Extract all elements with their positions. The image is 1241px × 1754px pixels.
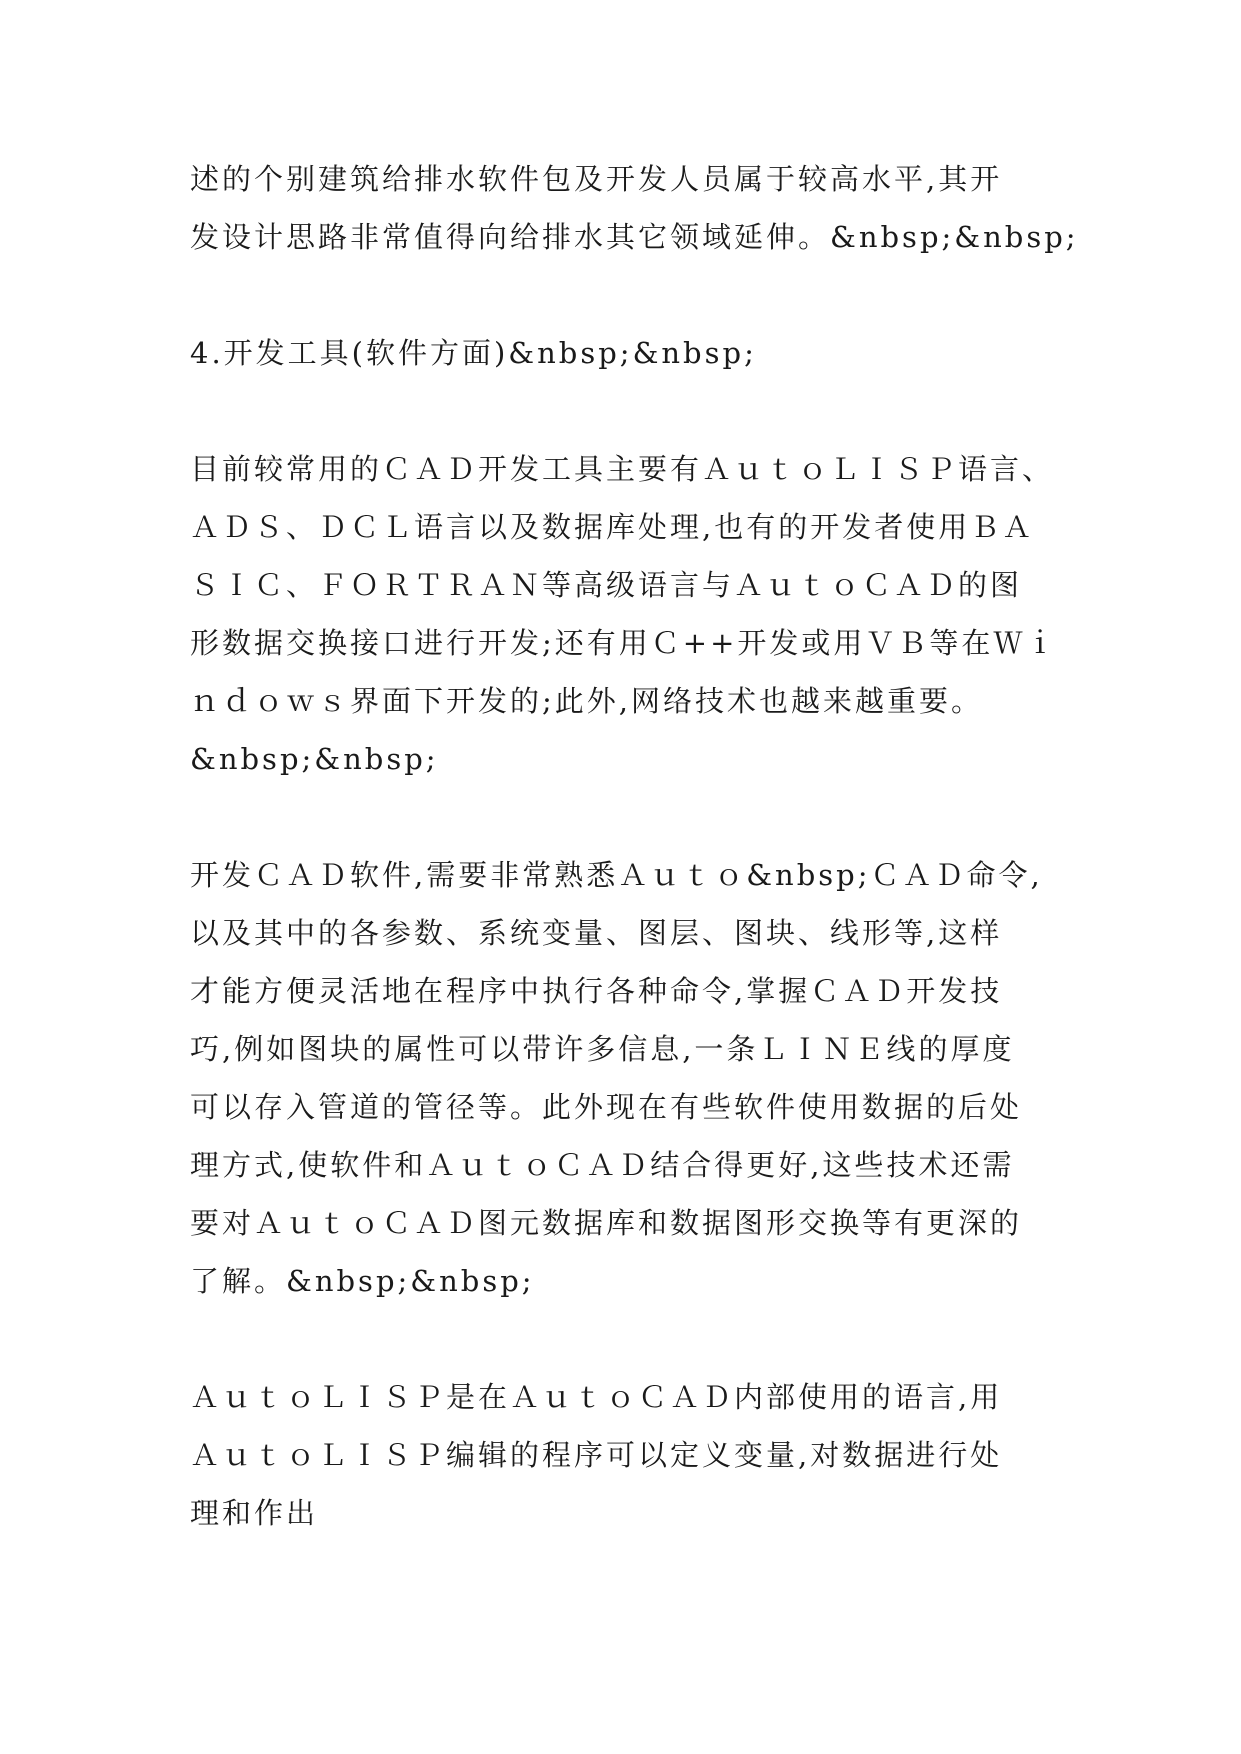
paragraph-3 [190,440,1070,788]
text-line: 4.开发工具(软件方面)&nbsp;&nbsp; [190,336,757,370]
document-body [190,150,1079,1600]
text-line: 了解。&nbsp;&nbsp; [190,1264,535,1298]
paragraph-1 [190,150,1079,266]
text-line: 理方式,使软件和ＡｕｔｏＣＡＤ结合得更好,这些技术还需 [190,1148,1015,1182]
text-line: ＡｕｔｏＬＩＳＰ编辑的程序可以定义变量,对数据进行处 [190,1438,1003,1472]
paragraph-5 [190,1368,1070,1542]
text-line: 发设计思路非常值得向给排水其它领域延伸。&nbsp;&nbsp; [190,220,1079,254]
text-line: 开发ＣＡＤ软件,需要非常熟悉Ａｕｔｏ&nbsp;ＣＡＤ命令, [190,858,1043,892]
text-line: ｎｄｏｗｓ界面下开发的;此外,网络技术也越来越重要。 [190,684,983,718]
text-line: 要对ＡｕｔｏＣＡＤ图元数据库和数据图形交换等有更深的 [190,1206,1023,1240]
text-line: 以及其中的各参数、系统变量、图层、图块、线形等,这样 [190,916,1003,950]
text-line: 才能方便灵活地在程序中执行各种命令,掌握ＣＡＤ开发技 [190,974,1003,1008]
text-line: 目前较常用的ＣＡＤ开发工具主要有ＡｕｔｏＬＩＳＰ语言、 [190,452,1055,486]
text-line: 理和作出 [190,1496,319,1530]
text-line: ＡｕｔｏＬＩＳＰ是在ＡｕｔｏＣＡＤ内部使用的语言,用 [190,1380,1003,1414]
text-line: 述的个别建筑给排水软件包及开发人员属于较高水平,其开 [190,162,1003,196]
section-heading [190,324,1070,382]
text-line: 形数据交换接口进行开发;还有用Ｃ++开发或用ＶＢ等在Ｗｉ [190,626,1058,660]
text-line: 巧,例如图块的属性可以带许多信息,一条ＬＩＮＥ线的厚度 [190,1032,1015,1066]
text-line: ＳＩＣ、ＦＯＲＴＲＡＮ等高级语言与ＡｕｔｏＣＡＤ的图 [190,568,1023,602]
paragraph-4 [190,846,1070,1310]
text-line: &nbsp;&nbsp; [190,742,439,776]
text-line: 可以存入管道的管径等。此外现在有些软件使用数据的后处 [190,1090,1023,1124]
text-line: ＡＤＳ、ＤＣＬ语言以及数据库处理,也有的开发者使用ＢＡ [190,510,1035,544]
